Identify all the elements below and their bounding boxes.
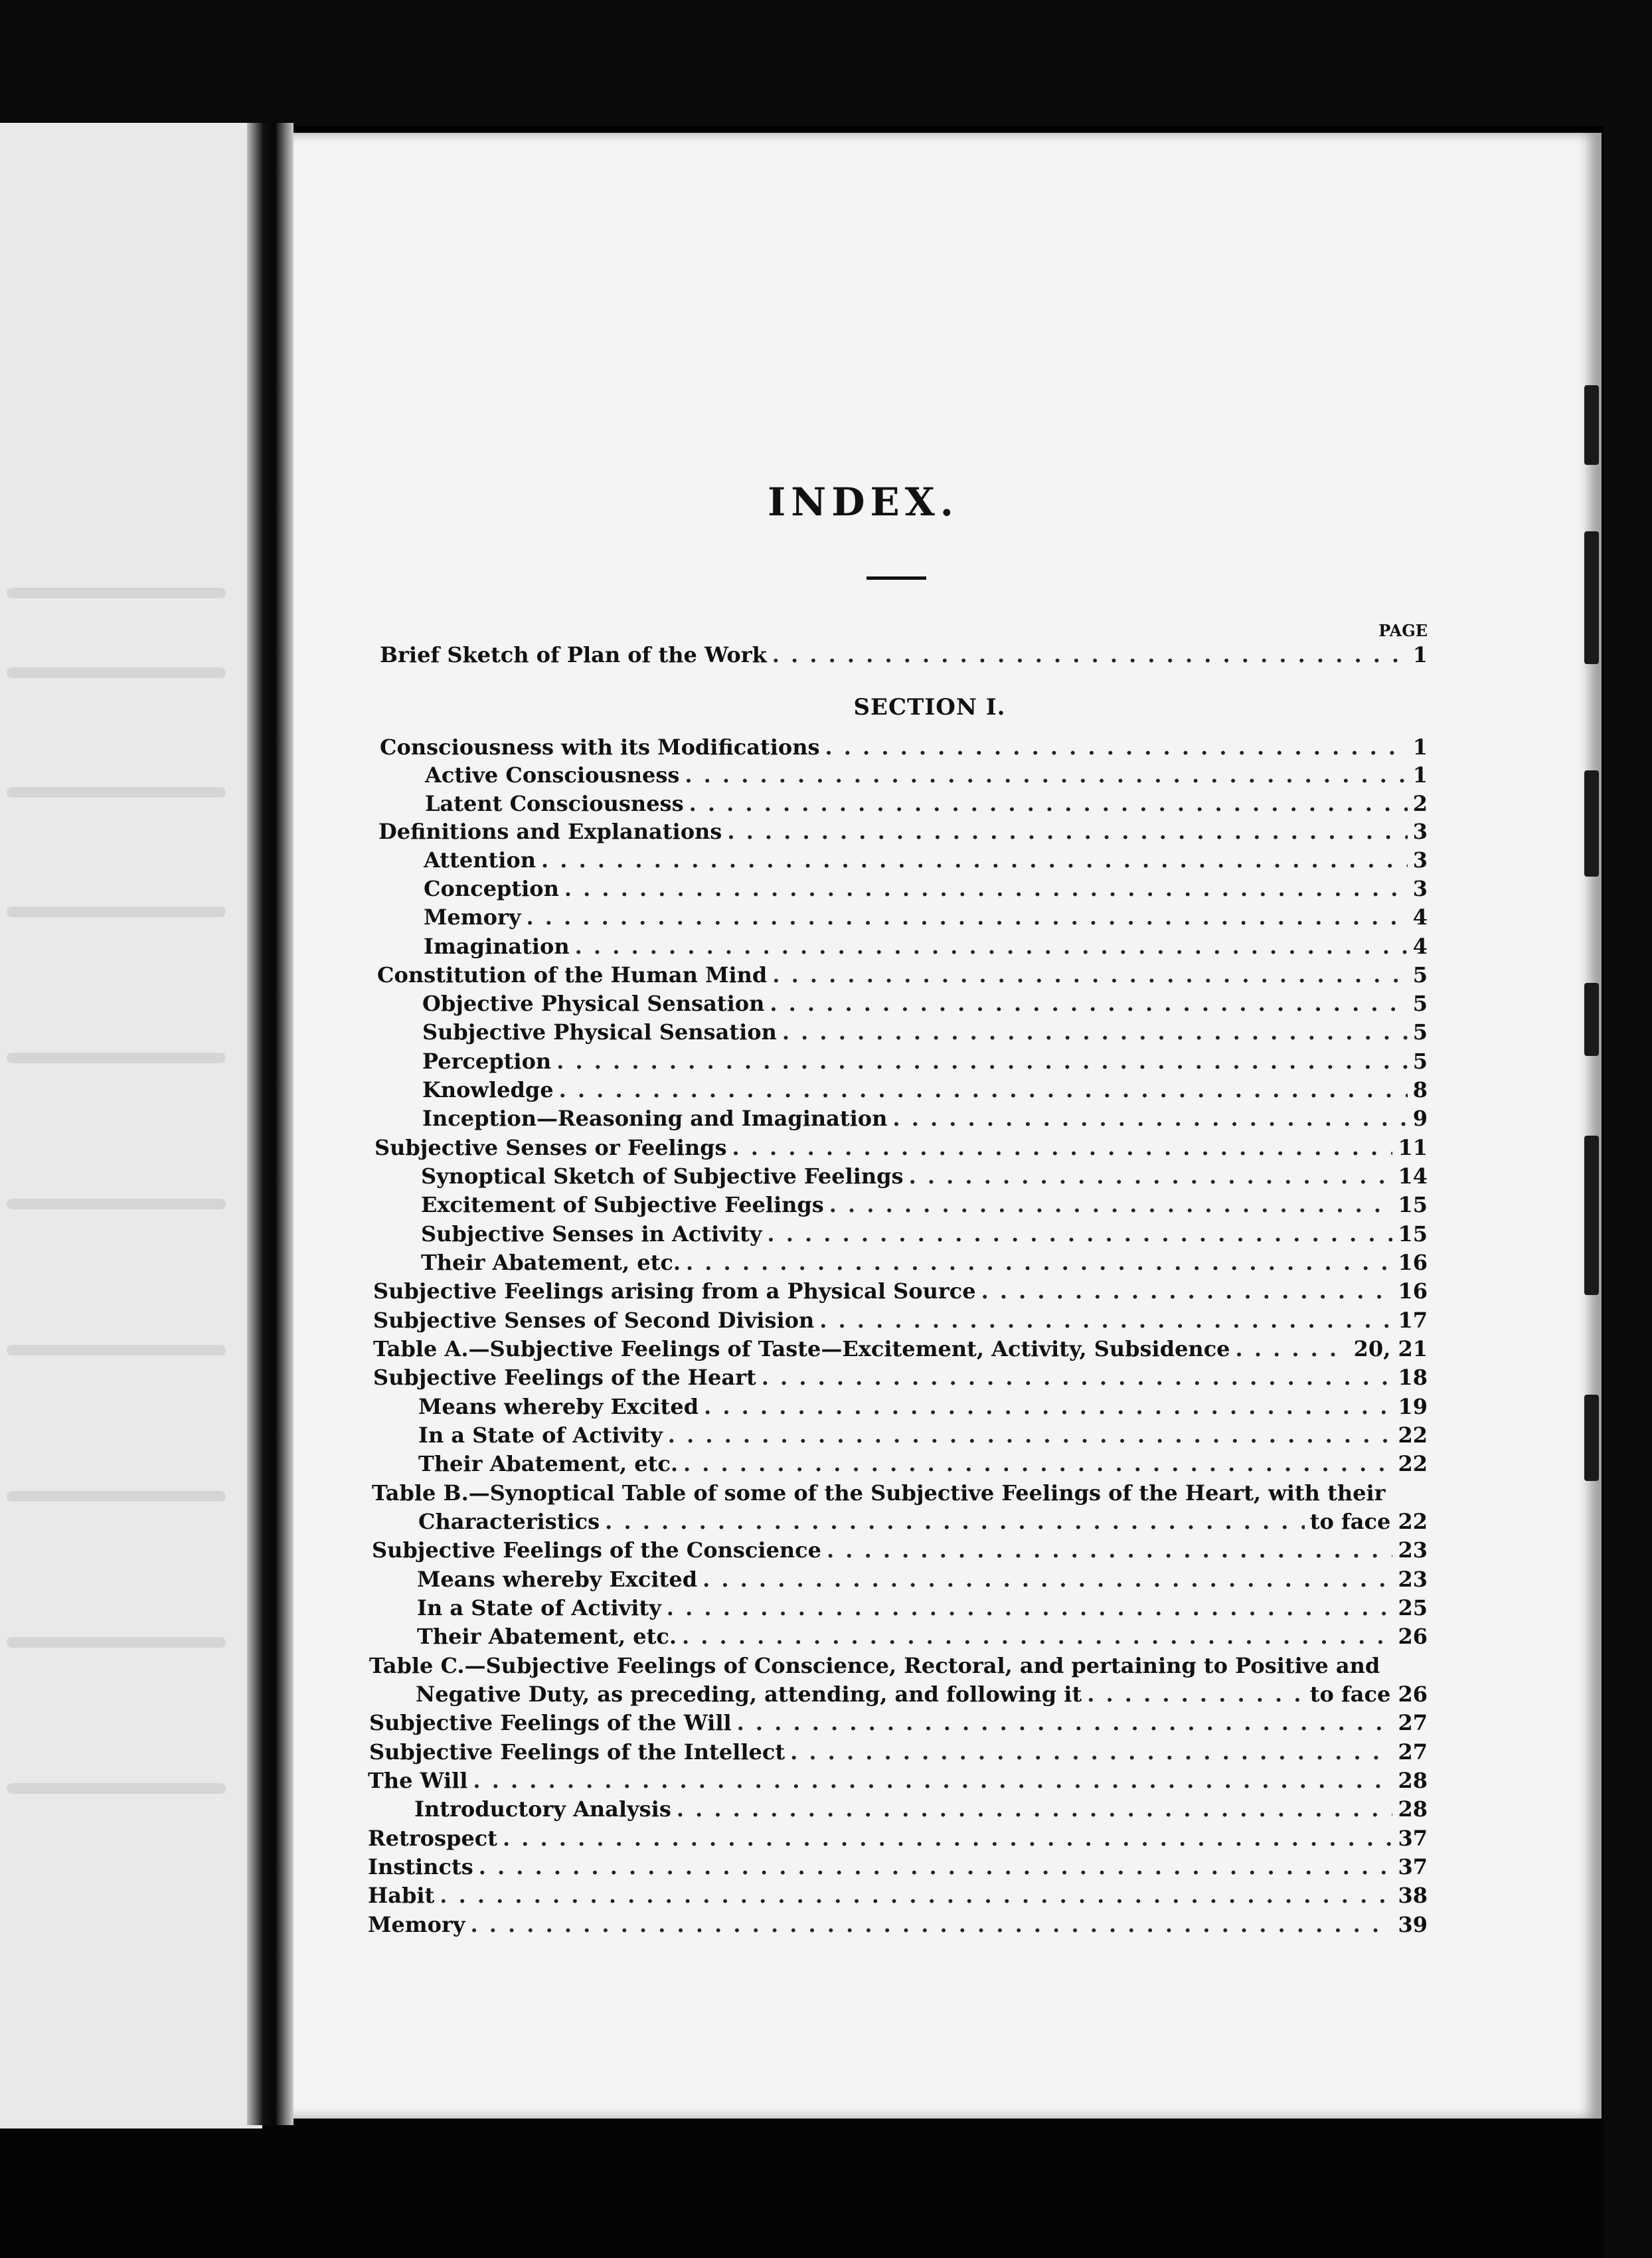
index-entry: Constitution of the Human Mind . . . 5 bbox=[377, 960, 1428, 990]
page-title: INDEX. bbox=[768, 479, 959, 525]
index-entry: Subjective Feelings of the Heart . . . 18 bbox=[373, 1363, 1428, 1392]
edge-mark bbox=[1584, 770, 1599, 877]
index-entry: Introductory Analysis . . . 28 bbox=[414, 1794, 1428, 1824]
index-entry: Brief Sketch of Plan of the Work . . . 1 bbox=[380, 640, 1428, 669]
index-entry: Means whereby Excited . . . 23 bbox=[417, 1565, 1428, 1594]
index-entry: Table A.—Subjective Feelings of Taste—Excitement, Activity, Subsidence . . . 20, 21 bbox=[373, 1334, 1428, 1363]
index-entry: Attention . . . 3 bbox=[424, 845, 1428, 875]
index-entry: Means whereby Excited . . . 19 bbox=[418, 1392, 1428, 1421]
index-entry: Subjective Physical Sensation . . . 5 bbox=[422, 1017, 1428, 1047]
index-entry: Objective Physical Sensation . . . 5 bbox=[422, 989, 1428, 1018]
index-entry: Perception . . . 5 bbox=[422, 1047, 1428, 1076]
edge-mark bbox=[1584, 983, 1599, 1056]
page-edge-marks bbox=[1580, 359, 1603, 1620]
index-entry: Subjective Feelings of the Will . . . 27 bbox=[369, 1708, 1428, 1737]
index-entry: Excitement of Subjective Feelings . . . 15 bbox=[421, 1190, 1428, 1219]
index-entry: Subjective Senses in Activity . . . 15 bbox=[421, 1219, 1428, 1249]
index-entry: Their Abatement, etc. . . . 16 bbox=[421, 1248, 1428, 1277]
bleed-through-line bbox=[7, 907, 226, 917]
facing-page bbox=[0, 123, 262, 2128]
page-column-label: PAGE bbox=[1378, 621, 1428, 640]
index-entry: Synoptical Sketch of Subjective Feelings . . . 14 bbox=[421, 1162, 1428, 1191]
index-entry: Conception . . . 3 bbox=[424, 874, 1428, 903]
bleed-through-line bbox=[7, 787, 226, 798]
index-entry: Subjective Senses of Second Division . . . 17 bbox=[373, 1306, 1428, 1335]
bleed-through-line bbox=[7, 667, 226, 678]
index-entry: Memory . . . 39 bbox=[368, 1910, 1428, 1939]
index-entry: Subjective Senses or Feelings . . . 11 bbox=[374, 1133, 1428, 1162]
index-entry: Latent Consciousness . . . 2 bbox=[425, 789, 1428, 818]
index-entry: Habit . . . 38 bbox=[368, 1881, 1428, 1910]
bleed-through-line bbox=[7, 1053, 226, 1063]
edge-mark bbox=[1584, 1395, 1599, 1481]
title-rule bbox=[867, 576, 926, 580]
index-entry: Active Consciousness . . . 1 bbox=[425, 760, 1428, 790]
index-entry: The Will . . . 28 bbox=[368, 1766, 1428, 1795]
index-entry: Retrospect . . . 37 bbox=[368, 1824, 1428, 1853]
bleed-through-line bbox=[7, 1491, 226, 1502]
index-entry: Their Abatement, etc. . . . 26 bbox=[417, 1622, 1428, 1651]
index-entry: Negative Duty, as preceding, attending, and following it . . . to face 26 bbox=[416, 1680, 1428, 1709]
index-entry: Instincts . . . 37 bbox=[368, 1852, 1428, 1881]
edge-mark bbox=[1584, 385, 1599, 465]
edge-mark bbox=[1584, 531, 1599, 664]
index-entry: Subjective Feelings of the Conscience . . . 23 bbox=[372, 1535, 1428, 1565]
bleed-through-line bbox=[7, 1783, 226, 1794]
bleed-through-line bbox=[7, 1199, 226, 1209]
index-entry: Definitions and Explanations . . . 3 bbox=[378, 817, 1428, 846]
index-entry: In a State of Activity . . . 25 bbox=[417, 1593, 1428, 1622]
scanner-background-right bbox=[1604, 0, 1652, 2258]
index-entry: Memory . . . 4 bbox=[424, 903, 1428, 932]
index-entry: Knowledge . . . 8 bbox=[422, 1075, 1428, 1104]
index-entry: In a State of Activity . . . 22 bbox=[418, 1421, 1428, 1450]
index-entry: Subjective Feelings arising from a Physical Source . . . 16 bbox=[373, 1276, 1428, 1306]
index-entry: Characteristics . . . to face 22 bbox=[418, 1507, 1428, 1536]
book-gutter bbox=[247, 123, 293, 2125]
section-heading: SECTION I. bbox=[853, 694, 1006, 721]
index-entry: Inception—Reasoning and Imagination . . . 9 bbox=[422, 1104, 1428, 1133]
bleed-through-line bbox=[7, 1345, 226, 1355]
index-entry: Imagination . . . 4 bbox=[424, 932, 1428, 961]
scanner-background-bottom bbox=[0, 2119, 1652, 2258]
edge-mark bbox=[1584, 1136, 1599, 1295]
bleed-through-line bbox=[7, 588, 226, 598]
index-entry: Consciousness with its Modifications . . . 1 bbox=[380, 733, 1428, 762]
scanner-background-top bbox=[0, 0, 1652, 126]
index-entry: Their Abatement, etc. . . . 22 bbox=[418, 1449, 1428, 1478]
index-entry: Subjective Feelings of the Intellect . . . 27 bbox=[369, 1737, 1428, 1767]
bleed-through-line bbox=[7, 1637, 226, 1648]
index-entry: Table B.—Synoptical Table of some of the Subjective Feelings of the Heart, with their bbox=[372, 1480, 1386, 1506]
index-entry: Table C.—Subjective Feelings of Conscience, Rectoral, and pertaining to Positive and bbox=[369, 1653, 1380, 1678]
